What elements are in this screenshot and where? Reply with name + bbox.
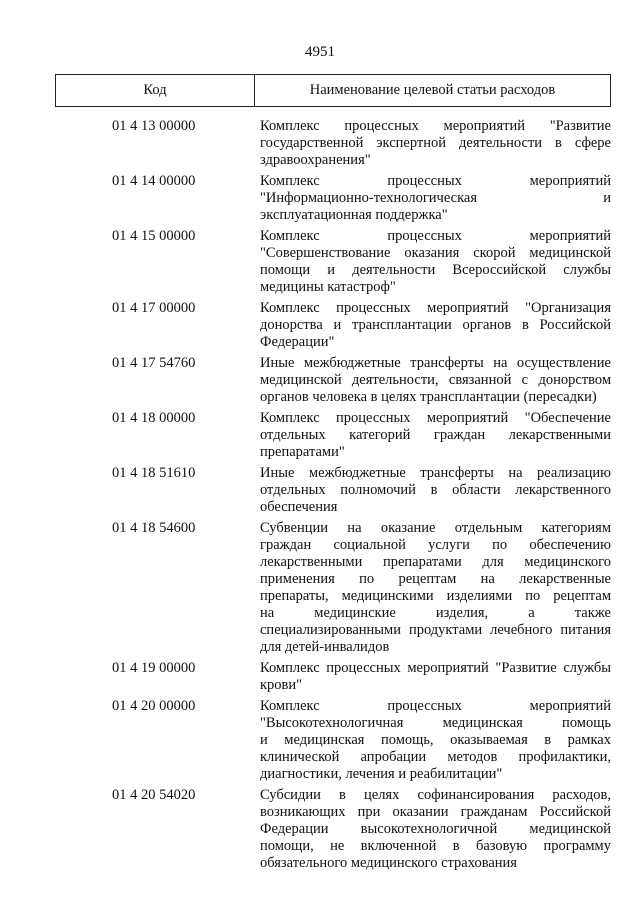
row-description xyxy=(260,465,611,516)
table-row xyxy=(0,465,640,516)
table-row xyxy=(0,228,640,296)
row-description-line: на медицинские изделия, а также xyxy=(260,605,611,621)
row-description xyxy=(260,228,611,296)
row-code: 01 4 17 54760 xyxy=(112,355,196,371)
row-description-line: эксплуатационная поддержка" xyxy=(260,207,448,223)
row-code: 01 4 18 51610 xyxy=(112,465,196,481)
row-description-line: препараты, медицинскими изделиями по рецептам xyxy=(260,588,611,604)
row-description-line: Комплекс процессных мероприятий xyxy=(260,228,611,244)
row-code: 01 4 15 00000 xyxy=(112,228,196,244)
table-row xyxy=(0,300,640,351)
row-description xyxy=(260,173,611,224)
row-description-line: донорства и трансплантации органов в Российской xyxy=(260,317,611,333)
row-description-line: обязательного медицинского страхования xyxy=(260,855,517,871)
row-code: 01 4 19 00000 xyxy=(112,660,196,676)
row-description-line: государственной экспертной деятельности в сфере xyxy=(260,135,611,151)
table-body xyxy=(0,118,640,876)
table-row xyxy=(0,118,640,169)
row-description-line: отдельных полномочий в области лекарственного xyxy=(260,482,611,498)
table-row xyxy=(0,355,640,406)
row-description xyxy=(260,787,611,872)
header-name: Наименование целевой статьи расходов xyxy=(309,82,556,98)
row-code: 01 4 13 00000 xyxy=(112,118,196,134)
row-description-line: крови" xyxy=(260,677,303,693)
row-description-line: Комплекс процессных мероприятий "Развитие xyxy=(260,118,611,134)
row-description-line: Комплекс процессных мероприятий "Развитие службы xyxy=(260,660,611,676)
row-description-line: "Информационно-технологическая и xyxy=(260,190,611,206)
row-description-line: медицины катастроф" xyxy=(260,279,396,295)
row-code: 01 4 20 54020 xyxy=(112,787,196,803)
row-description-line: граждан социальной услуги по обеспечению xyxy=(260,537,611,553)
row-description-line: Субсидии в целях софинансирования расходов, xyxy=(260,787,611,803)
row-description-line: Комплекс процессных мероприятий xyxy=(260,173,611,189)
row-code: 01 4 18 00000 xyxy=(112,410,196,426)
row-code: 01 4 14 00000 xyxy=(112,173,196,189)
row-description-line: обеспечения xyxy=(260,499,338,515)
row-description-line: диагностики, лечения и реабилитации" xyxy=(260,766,503,782)
row-description-line: Комплекс процессных мероприятий xyxy=(260,698,611,714)
table-row xyxy=(0,520,640,656)
row-description-line: помощи и деятельности Всероссийской службы xyxy=(260,262,611,278)
row-description-line: медицинской деятельности, связанной с донорством xyxy=(260,372,611,388)
row-description-line: клинической апробации методов профилактики, xyxy=(260,749,611,765)
row-code: 01 4 17 00000 xyxy=(112,300,196,316)
row-code: 01 4 18 54600 xyxy=(112,520,196,536)
row-description-line: Комплекс процессных мероприятий "Обеспечение xyxy=(260,410,611,426)
row-description-line: Федерации высокотехнологичной медицинской xyxy=(260,821,611,837)
row-description xyxy=(260,355,611,406)
row-description-line: препаратами" xyxy=(260,444,345,460)
header-code: Код xyxy=(56,75,255,106)
row-description-line: специализированными продуктами лечебного питания xyxy=(260,622,611,638)
table-row xyxy=(0,787,640,872)
page-number: 4951 xyxy=(305,44,335,60)
row-description xyxy=(260,520,611,656)
row-description-line: помощи, не включенной в базовую программу xyxy=(260,838,611,854)
row-description xyxy=(260,300,611,351)
row-description xyxy=(260,410,611,461)
row-description-line: "Совершенствование оказания скорой медицинской xyxy=(260,245,611,261)
table-row xyxy=(0,698,640,783)
row-description-line: для детей-инвалидов xyxy=(260,639,390,655)
row-description-line: Комплекс процессных мероприятий "Организация xyxy=(260,300,611,316)
table-header xyxy=(55,74,611,107)
row-description xyxy=(260,698,611,783)
table-row xyxy=(0,173,640,224)
row-description-line: органов человека в целях трансплантации (пересадки) xyxy=(260,389,597,405)
row-description-line: применения по рецептам на лекарственные xyxy=(260,571,611,587)
row-description-line: "Высокотехнологичная медицинская помощь xyxy=(260,715,611,731)
row-description-line: Иные межбюджетные трансферты на осуществление xyxy=(260,355,611,371)
row-description-line: отдельных категорий граждан лекарственными xyxy=(260,427,611,443)
row-description-line: и медицинская помощь, оказываемая в рамках xyxy=(260,732,611,748)
table-row xyxy=(0,660,640,694)
row-description-line: здравоохранения" xyxy=(260,152,371,168)
row-description xyxy=(260,118,611,169)
row-description xyxy=(260,660,611,694)
row-description-line: Федерации" xyxy=(260,334,335,350)
row-description-line: лекарственными препаратами для медицинского xyxy=(260,554,611,570)
table-row xyxy=(0,410,640,461)
row-code: 01 4 20 00000 xyxy=(112,698,196,714)
row-description-line: возникающих при оказании гражданам Российской xyxy=(260,804,611,820)
row-description-line: Субвенции на оказание отдельным категориям xyxy=(260,520,611,536)
row-description-line: Иные межбюджетные трансферты на реализацию xyxy=(260,465,611,481)
